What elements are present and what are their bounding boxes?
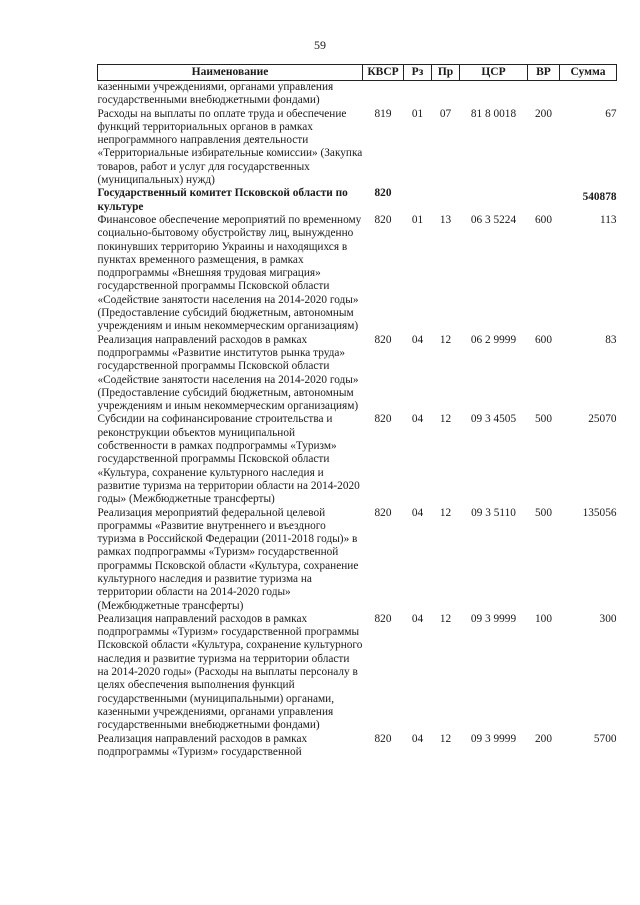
cell-name: Реализация мероприятий федеральной целевой программы «Развитие внутреннего и въездного туризма в Российской Федерации (2011-2018 годы)» в рамках подпрограммы «Туризм» государственной программы Псковской области «Культура, сохранение культурного наследия и развитие туризма на территории области на 2014-2020 годы» (Межбюджетные трансферты) — [97, 506, 359, 612]
table-row — [98, 413, 617, 506]
cell-rz: 04 — [411, 333, 424, 346]
budget-table — [97, 64, 617, 759]
cell-sum: 300 — [599, 612, 617, 625]
cell-pr: 12 — [439, 413, 452, 426]
table-row-section — [98, 187, 617, 214]
cell-kvsr: 820 — [374, 506, 392, 519]
cell-csr — [460, 81, 528, 108]
cell-vr: 100 — [535, 612, 552, 625]
cell-pr: 12 — [439, 612, 452, 625]
cell-vr: 500 — [535, 506, 552, 519]
cell-name: Субсидии на софинансирование строительства и реконструкции объектов муниципальной собственности в рамках подпрограммы «Туризм» государственной программы Псковской области «Культура, сохранение культурного наследия и развитие туризма на территории области на 2014-2020 годы» (Межбюджетные трансферты) — [97, 413, 360, 506]
cell-csr — [460, 187, 528, 214]
cell-vr — [528, 81, 560, 108]
cell-rz: 04 — [411, 612, 424, 625]
cell-pr: 13 — [439, 213, 452, 226]
cell-name: Реализация направлений расходов в рамках подпрограммы «Туризм» государственной — [97, 732, 308, 758]
cell-sum: 25070 — [588, 413, 617, 426]
cell-name: Финансовое обеспечение мероприятий по временному социально-бытовому обустройству лиц, вынужденно покинувших территорию Украины и находящихся в пунктах временного размещения, в рамках подпрограммы «Внешняя трудовая миграция» государственной программы Псковской области «Содействие занятости населения на 2014-2020 годы» (Предоставление субсидий бюджетным, автономным учреждениям и иным некоммерческим организациям) — [97, 213, 362, 333]
table-row — [98, 613, 617, 733]
cell-kvsr: 820 — [374, 732, 392, 745]
cell-name: Расходы на выплаты по оплате труда и обеспечение функций территориальных органов в рамках непрограммного направления деятельности «Территориальные избирательные комиссии» (Закупка товаров, работ и услуг для государственных (муниципальных) нужд) — [97, 107, 363, 187]
cell-csr: 09 3 9999 — [470, 612, 517, 625]
cell-vr — [528, 187, 560, 214]
cell-csr: 09 3 5110 — [471, 506, 516, 519]
cell-rz: 01 — [411, 213, 424, 226]
cell-sum: 113 — [599, 213, 617, 226]
cell-rz: 04 — [411, 732, 424, 745]
cell-pr: 12 — [439, 732, 452, 745]
cell-name: Реализация направлений расходов в рамках подпрограммы «Развитие институтов рынка труда» государственной программы Псковской области «Содействие занятости населения на 2014-2020 годы» (Предоставление субсидий бюджетным, автономным учреждениям и иным некоммерческим организациям) — [97, 333, 359, 413]
cell-pr: 12 — [439, 333, 452, 346]
header-csr: ЦСР — [460, 65, 528, 81]
header-sum: Сумма — [560, 65, 617, 81]
cell-csr: 06 2 9999 — [470, 333, 517, 346]
cell-rz: 01 — [411, 107, 424, 120]
cell-sum: 540878 — [582, 191, 617, 204]
cell-kvsr: 820 — [374, 213, 392, 226]
table-row — [98, 214, 617, 334]
header-kvsr: КВСР — [363, 65, 404, 81]
cell-rz — [404, 187, 432, 214]
cell-kvsr — [363, 81, 404, 108]
cell-csr: 06 3 5224 — [470, 213, 517, 226]
cell-sum: 67 — [605, 107, 617, 120]
cell-name: Реализация направлений расходов в рамках подпрограммы «Туризм» государственной программы Псковской области «Культура, сохранение культурного наследия и развитие туризма на территории области на 2014-2020 годы» (Расходы на выплаты персоналу в целях обеспечения выполнения функций государственными (муниципальными) органами, казенными учреждениями, органами управления государственными внебюджетными фондами) — [97, 612, 363, 732]
cell-vr: 500 — [535, 413, 552, 426]
cell-kvsr: 820 — [374, 187, 392, 200]
cell-rz: 04 — [411, 506, 424, 519]
cell-kvsr: 819 — [374, 107, 392, 120]
table-row — [98, 108, 617, 188]
cell-rz: 04 — [411, 413, 424, 426]
cell-vr: 200 — [535, 732, 552, 745]
cell-sum: 135056 — [582, 506, 617, 519]
cell-csr: 09 3 4505 — [470, 413, 517, 426]
table-row — [98, 81, 617, 108]
table-header — [98, 65, 617, 81]
cell-name: Государственный комитет Псковской области по культуре — [97, 187, 348, 213]
page-number: 59 — [314, 38, 326, 52]
cell-csr: 09 3 9999 — [470, 732, 517, 745]
cell-vr: 600 — [535, 333, 552, 346]
cell-pr: 12 — [439, 506, 452, 519]
cell-kvsr: 820 — [374, 333, 392, 346]
header-vr: ВР — [528, 65, 560, 81]
cell-sum: 83 — [605, 333, 617, 346]
cell-pr: 07 — [439, 107, 452, 120]
cell-pr — [432, 81, 460, 108]
table-body — [98, 81, 617, 760]
cell-sum: 5700 — [593, 732, 617, 745]
table-row — [98, 507, 617, 613]
cell-kvsr: 820 — [374, 612, 392, 625]
table-row — [98, 733, 617, 760]
header-rz: Рз — [404, 65, 432, 81]
cell-sum — [560, 81, 617, 108]
cell-vr: 600 — [535, 213, 552, 226]
cell-name: казенными учреждениями, органами управления государственными внебюджетными фондами) — [97, 81, 334, 107]
cell-kvsr: 820 — [374, 413, 392, 426]
header-pr: Пр — [432, 65, 460, 81]
table-row — [98, 334, 617, 414]
cell-vr: 200 — [535, 107, 552, 120]
cell-rz — [404, 81, 432, 108]
header-name: Наименование — [98, 65, 363, 81]
cell-pr — [432, 187, 460, 214]
cell-csr: 81 8 0018 — [470, 107, 517, 120]
